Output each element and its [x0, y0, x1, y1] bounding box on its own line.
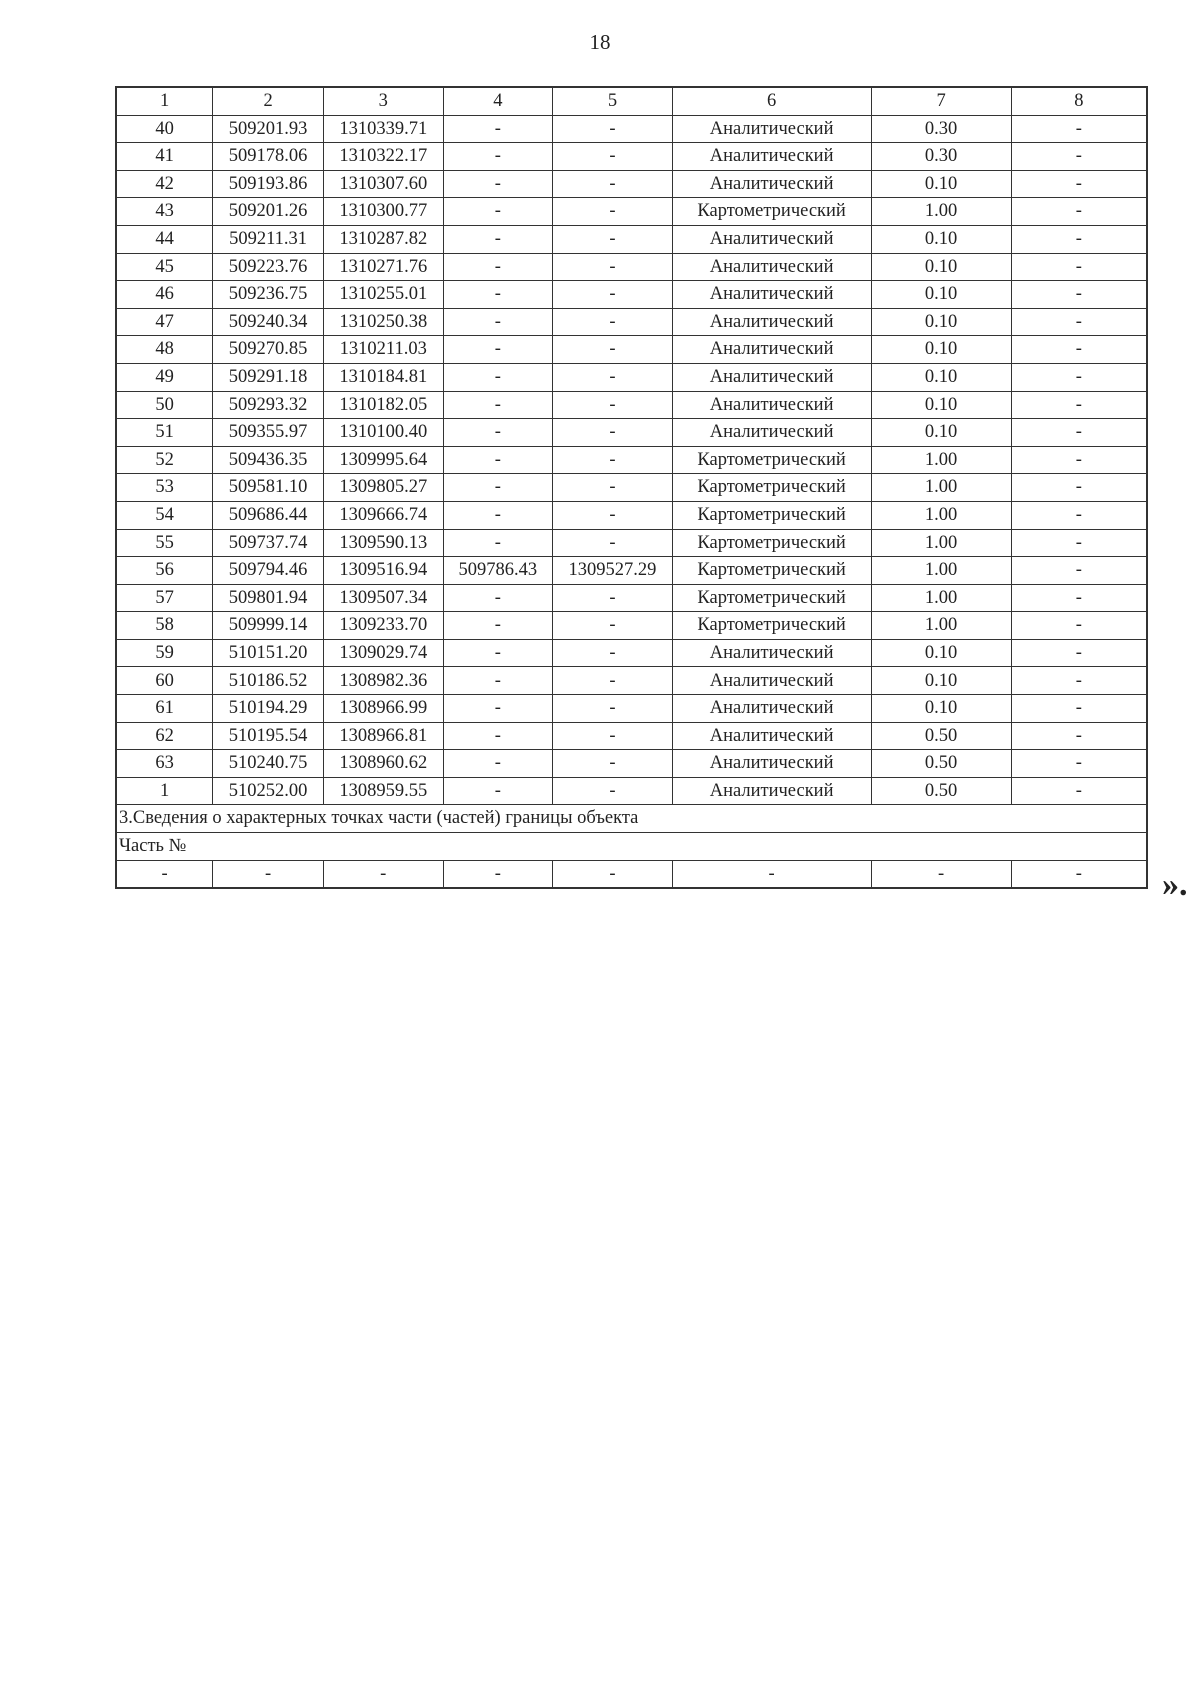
table-row — [116, 777, 1147, 805]
table-cell: 1 — [116, 777, 213, 805]
table-cell: - — [553, 336, 673, 364]
table-cell: - — [553, 750, 673, 778]
table-cell: - — [1011, 529, 1147, 557]
coordinates-table — [115, 86, 1148, 889]
table-cell: - — [1011, 722, 1147, 750]
table-cell: 509236.75 — [213, 281, 324, 309]
table-cell: 56 — [116, 557, 213, 585]
table-cell: - — [553, 281, 673, 309]
table-cell: - — [1011, 474, 1147, 502]
table-cell: - — [553, 639, 673, 667]
column-header: 6 — [672, 87, 871, 115]
table-cell: 0.50 — [871, 750, 1011, 778]
table-cell: 509737.74 — [213, 529, 324, 557]
table-cell: - — [1011, 363, 1147, 391]
table-cell: 1310182.05 — [324, 391, 444, 419]
table-cell: Картометрический — [672, 557, 871, 585]
table-cell: 40 — [116, 115, 213, 143]
table-cell: 1309590.13 — [324, 529, 444, 557]
table-row — [116, 557, 1147, 585]
table-row — [116, 446, 1147, 474]
table-cell: 509801.94 — [213, 584, 324, 612]
table-cell: 1308966.81 — [324, 722, 444, 750]
table-cell: - — [1011, 253, 1147, 281]
table-cell: - — [443, 446, 553, 474]
table-cell: - — [1011, 308, 1147, 336]
table-cell: 1308959.55 — [324, 777, 444, 805]
table-cell: 510240.75 — [213, 750, 324, 778]
table-cell: 1.00 — [871, 198, 1011, 226]
table-cell: 0.30 — [871, 115, 1011, 143]
table-cell: Картометрический — [672, 584, 871, 612]
table-cell: 1308960.62 — [324, 750, 444, 778]
table-cell: 0.10 — [871, 308, 1011, 336]
column-header: 1 — [116, 87, 213, 115]
table-cell: Аналитический — [672, 419, 871, 447]
table-cell: - — [443, 170, 553, 198]
table-cell: - — [553, 115, 673, 143]
table-cell: - — [324, 860, 444, 888]
table-cell: 509240.34 — [213, 308, 324, 336]
table-cell: - — [553, 419, 673, 447]
table-cell: 1310287.82 — [324, 225, 444, 253]
table-cell: 0.10 — [871, 281, 1011, 309]
table-cell: - — [443, 419, 553, 447]
table-cell: 1310211.03 — [324, 336, 444, 364]
table-cell: Аналитический — [672, 281, 871, 309]
table-cell: 509436.35 — [213, 446, 324, 474]
table-cell: - — [1011, 639, 1147, 667]
table-cell: - — [553, 722, 673, 750]
column-header: 3 — [324, 87, 444, 115]
empty-part-row — [116, 860, 1147, 888]
table-cell: 0.10 — [871, 667, 1011, 695]
table-cell: - — [443, 722, 553, 750]
table-cell: 509201.93 — [213, 115, 324, 143]
table-cell: - — [443, 391, 553, 419]
table-cell: - — [443, 750, 553, 778]
table-row — [116, 750, 1147, 778]
table-row — [116, 612, 1147, 640]
table-cell: Аналитический — [672, 253, 871, 281]
table-row — [116, 170, 1147, 198]
table-cell: 509794.46 — [213, 557, 324, 585]
table-cell: - — [553, 391, 673, 419]
table-cell: - — [553, 695, 673, 723]
table-cell: - — [443, 253, 553, 281]
table-cell: Аналитический — [672, 750, 871, 778]
table-cell: 1308982.36 — [324, 667, 444, 695]
table-cell: - — [1011, 115, 1147, 143]
table-cell: Аналитический — [672, 777, 871, 805]
table-cell: 509291.18 — [213, 363, 324, 391]
table-cell: 509223.76 — [213, 253, 324, 281]
table-cell: Аналитический — [672, 225, 871, 253]
table-cell: 1.00 — [871, 584, 1011, 612]
table-cell: 510186.52 — [213, 667, 324, 695]
table-cell: - — [443, 474, 553, 502]
table-cell: - — [443, 198, 553, 226]
table-cell: 48 — [116, 336, 213, 364]
table-cell: - — [1011, 777, 1147, 805]
table-cell: - — [1011, 198, 1147, 226]
table-cell: Картометрический — [672, 446, 871, 474]
table-cell: 44 — [116, 225, 213, 253]
table-cell: 54 — [116, 501, 213, 529]
table-cell: - — [443, 501, 553, 529]
table-cell: 49 — [116, 363, 213, 391]
table-cell: - — [553, 612, 673, 640]
table-cell: 1309666.74 — [324, 501, 444, 529]
table-cell: - — [443, 612, 553, 640]
table-cell: 0.50 — [871, 722, 1011, 750]
table-cell: - — [553, 667, 673, 695]
table-cell: 1309995.64 — [324, 446, 444, 474]
table-cell: Аналитический — [672, 391, 871, 419]
table-cell: 46 — [116, 281, 213, 309]
table-cell: 1.00 — [871, 529, 1011, 557]
table-cell: - — [443, 363, 553, 391]
table-cell: 509211.31 — [213, 225, 324, 253]
table-cell: - — [1011, 695, 1147, 723]
table-row — [116, 667, 1147, 695]
table-row — [116, 363, 1147, 391]
section-title: 3.Сведения о характерных точках части (частей) границы объекта — [116, 805, 1147, 833]
table-cell: Аналитический — [672, 115, 871, 143]
table-cell: 58 — [116, 612, 213, 640]
table-cell: - — [443, 860, 553, 888]
table-cell: - — [1011, 501, 1147, 529]
table-cell: 509178.06 — [213, 143, 324, 171]
table-cell: 510151.20 — [213, 639, 324, 667]
table-row — [116, 529, 1147, 557]
table-cell: 41 — [116, 143, 213, 171]
table-cell: - — [116, 860, 213, 888]
table-cell: 509786.43 — [443, 557, 553, 585]
table-cell: Аналитический — [672, 143, 871, 171]
table-cell: Картометрический — [672, 198, 871, 226]
table-cell: - — [213, 860, 324, 888]
table-row — [116, 501, 1147, 529]
table-row — [116, 419, 1147, 447]
table-cell: 1309507.34 — [324, 584, 444, 612]
table-cell: 1.00 — [871, 557, 1011, 585]
table-cell: - — [1011, 391, 1147, 419]
table-cell: - — [553, 860, 673, 888]
table-cell: Аналитический — [672, 336, 871, 364]
table-cell: 55 — [116, 529, 213, 557]
table-cell: 57 — [116, 584, 213, 612]
table-cell: Аналитический — [672, 308, 871, 336]
table-row — [116, 198, 1147, 226]
table-row — [116, 695, 1147, 723]
table-cell: - — [553, 474, 673, 502]
table-cell: 509193.86 — [213, 170, 324, 198]
table-cell: - — [1011, 557, 1147, 585]
table-cell: 0.30 — [871, 143, 1011, 171]
table-row — [116, 474, 1147, 502]
table-cell: 509270.85 — [213, 336, 324, 364]
table-cell: - — [1011, 170, 1147, 198]
table-cell: 63 — [116, 750, 213, 778]
section-title-row — [116, 805, 1147, 833]
table-cell: 509686.44 — [213, 501, 324, 529]
table-cell: 50 — [116, 391, 213, 419]
table-row — [116, 225, 1147, 253]
table-cell: 45 — [116, 253, 213, 281]
table-cell: 509581.10 — [213, 474, 324, 502]
closing-quote: ». — [1162, 866, 1188, 903]
table-cell: 510252.00 — [213, 777, 324, 805]
table-cell: Картометрический — [672, 612, 871, 640]
table-cell: Аналитический — [672, 722, 871, 750]
table-cell: - — [1011, 860, 1147, 888]
table-row — [116, 308, 1147, 336]
table-cell: 62 — [116, 722, 213, 750]
table-cell: - — [1011, 584, 1147, 612]
table-row — [116, 722, 1147, 750]
table-cell: 1309516.94 — [324, 557, 444, 585]
table-cell: 509201.26 — [213, 198, 324, 226]
table-row — [116, 253, 1147, 281]
table-cell: 1.00 — [871, 501, 1011, 529]
table-cell: - — [443, 308, 553, 336]
table-cell: 60 — [116, 667, 213, 695]
table-cell: 1310184.81 — [324, 363, 444, 391]
table-cell: 42 — [116, 170, 213, 198]
table-cell: - — [553, 198, 673, 226]
table-row — [116, 143, 1147, 171]
table-cell: 1.00 — [871, 446, 1011, 474]
table-cell: Аналитический — [672, 639, 871, 667]
table-cell: - — [1011, 446, 1147, 474]
table-cell: 0.10 — [871, 391, 1011, 419]
table-cell: - — [553, 225, 673, 253]
table-cell: - — [553, 529, 673, 557]
table-cell: 1310271.76 — [324, 253, 444, 281]
table-row — [116, 584, 1147, 612]
table-cell: 61 — [116, 695, 213, 723]
table-cell: - — [871, 860, 1011, 888]
table-cell: - — [553, 143, 673, 171]
table-cell: Картометрический — [672, 474, 871, 502]
table-cell: 1309527.29 — [553, 557, 673, 585]
table-cell: - — [1011, 336, 1147, 364]
table-cell: - — [443, 336, 553, 364]
table-cell: - — [553, 363, 673, 391]
table-cell: 59 — [116, 639, 213, 667]
table-cell: Аналитический — [672, 667, 871, 695]
table-cell: - — [443, 667, 553, 695]
table-cell: 51 — [116, 419, 213, 447]
table-cell: - — [1011, 281, 1147, 309]
table-cell: 53 — [116, 474, 213, 502]
table-cell: 510195.54 — [213, 722, 324, 750]
table-cell: - — [1011, 612, 1147, 640]
table-cell: - — [1011, 750, 1147, 778]
table-cell: 1310100.40 — [324, 419, 444, 447]
table-cell: Картометрический — [672, 529, 871, 557]
table-cell: 509999.14 — [213, 612, 324, 640]
table-cell: - — [1011, 143, 1147, 171]
column-header: 8 — [1011, 87, 1147, 115]
column-header: 4 — [443, 87, 553, 115]
table-cell: - — [443, 777, 553, 805]
table-row — [116, 115, 1147, 143]
table-cell: 52 — [116, 446, 213, 474]
table-cell: 0.10 — [871, 170, 1011, 198]
column-header: 5 — [553, 87, 673, 115]
table-cell: - — [553, 584, 673, 612]
table-cell: Аналитический — [672, 695, 871, 723]
table-row — [116, 281, 1147, 309]
table-cell: - — [443, 281, 553, 309]
table-cell: 0.50 — [871, 777, 1011, 805]
table-cell: 1310307.60 — [324, 170, 444, 198]
table-cell: 1310300.77 — [324, 198, 444, 226]
table-cell: Аналитический — [672, 363, 871, 391]
table-cell: - — [553, 501, 673, 529]
column-header: 7 — [871, 87, 1011, 115]
table-cell: - — [443, 225, 553, 253]
table-cell: 1.00 — [871, 474, 1011, 502]
table-cell: 1.00 — [871, 612, 1011, 640]
table-row — [116, 391, 1147, 419]
table-cell: - — [443, 143, 553, 171]
table-cell: 0.10 — [871, 695, 1011, 723]
table-cell: - — [443, 639, 553, 667]
part-label-row — [116, 833, 1147, 861]
table-cell: Картометрический — [672, 501, 871, 529]
table-cell: - — [553, 170, 673, 198]
table-row — [116, 336, 1147, 364]
table-cell: Аналитический — [672, 170, 871, 198]
table-cell: - — [553, 308, 673, 336]
table-cell: 1309029.74 — [324, 639, 444, 667]
table-cell: 0.10 — [871, 253, 1011, 281]
table-cell: 47 — [116, 308, 213, 336]
column-header: 2 — [213, 87, 324, 115]
table-cell: 1309805.27 — [324, 474, 444, 502]
table-row — [116, 639, 1147, 667]
table-body — [116, 87, 1147, 888]
table-cell: 43 — [116, 198, 213, 226]
table-cell: 0.10 — [871, 225, 1011, 253]
table-cell: - — [443, 584, 553, 612]
table-cell: 509293.32 — [213, 391, 324, 419]
table-cell: 1310339.71 — [324, 115, 444, 143]
table-cell: - — [672, 860, 871, 888]
table-cell: - — [443, 115, 553, 143]
table-cell: 1310250.38 — [324, 308, 444, 336]
table-cell: - — [1011, 419, 1147, 447]
table-cell: 0.10 — [871, 363, 1011, 391]
table-cell: 510194.29 — [213, 695, 324, 723]
page-number: 18 — [589, 30, 611, 54]
table-cell: 0.10 — [871, 336, 1011, 364]
table-cell: - — [553, 253, 673, 281]
table-cell: 0.10 — [871, 419, 1011, 447]
table-cell: - — [553, 446, 673, 474]
part-label: Часть № — [116, 833, 1147, 861]
table-cell: - — [553, 777, 673, 805]
table-cell: 1308966.99 — [324, 695, 444, 723]
table-cell: 509355.97 — [213, 419, 324, 447]
table-cell: - — [1011, 667, 1147, 695]
table-header-row — [116, 87, 1147, 115]
table-cell: - — [1011, 225, 1147, 253]
table-cell: - — [443, 529, 553, 557]
table-cell: - — [443, 695, 553, 723]
table-cell: 1310255.01 — [324, 281, 444, 309]
table-cell: 1309233.70 — [324, 612, 444, 640]
table-cell: 1310322.17 — [324, 143, 444, 171]
table-cell: 0.10 — [871, 639, 1011, 667]
